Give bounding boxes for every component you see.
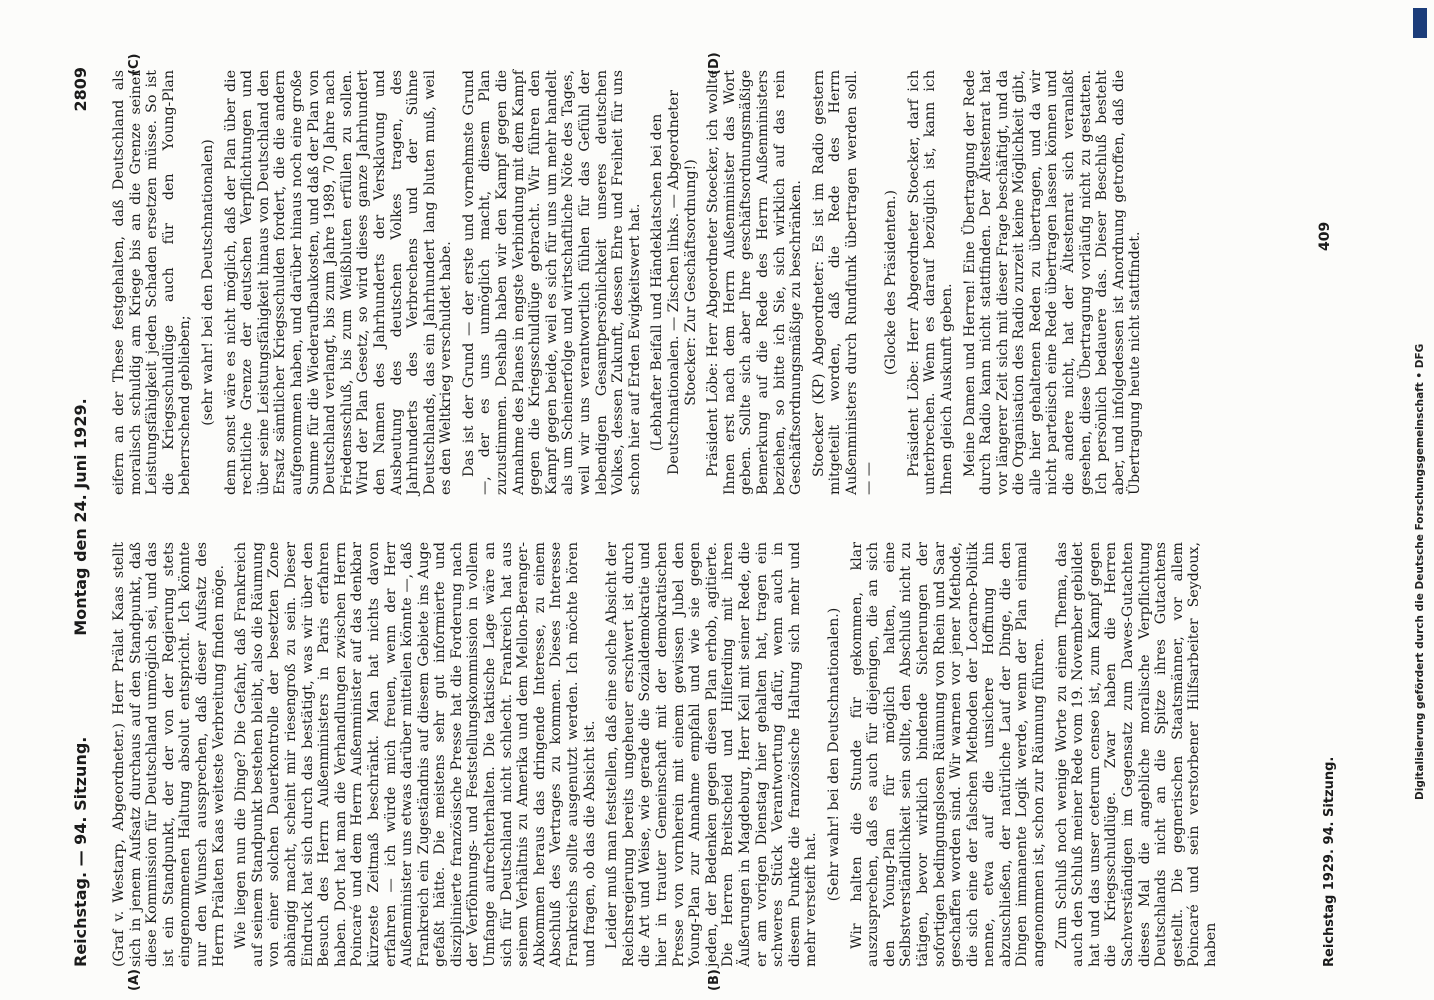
paragraph: (Graf v. Westarp, Abgeordneter.) Herr Prälat Kaas stellt sich in jenem Aufsatz durchaus auf den Standpunkt, daß diese Kommission für Deutschland unmöglich sei, und das ist ein Standpunkt, der der von der Regierung stets eingenommenen Haltung absolut entspricht. Ich könnte nur den Wunsch aussprechen, daß dieser Aufsatz des Herrn Prälaten Kaas weiteste Verbreitung finden möge. bbox=[111, 542, 227, 967]
section-marker-b: (B) bbox=[707, 969, 722, 991]
header-date: Montag den 24. Juni 1929. bbox=[71, 398, 90, 636]
footer-page-number: 409 bbox=[1317, 221, 1333, 251]
paragraph: Zum Schluß noch wenige Worte zu einem Thema, das auch den Schluß meiner Rede vom 19. November gebildet hat und das unser ceterum censeo ist, zum Kampf gegen die Kriegsschuldlüge. Zwar haben die Herren Sachverständigen im Gegensatz zum Dawes-Gutachten dieses Mal die angebliche moralische Verpflichtung Deutschlands nicht an die Spitze ihres Gutachtens gestellt. Die gegnerischen Staatsmänner, vor allem Poincaré und sein verstorbener Hilfsarbeiter Seydoux, haben bbox=[1053, 542, 1219, 967]
paragraph: Stoecker (KP) Abgeordneter: Es ist im Radio gestern mitgeteilt worden, daß die Rede des Herrn Außenministers durch Rundfunk übertragen werden soll. — — bbox=[810, 70, 877, 495]
section-marker-d: (D) bbox=[707, 52, 722, 75]
right-column bbox=[111, 70, 1311, 495]
header-session: Reichstag. — 94. Sitzung. bbox=[71, 736, 90, 967]
paragraph: Präsident Löbe: Herr Abgeordneter Stoecker, darf ich unterbrechen. Wenn es darauf bezüglich ist, kann ich Ihnen gleich Auskunft geben. bbox=[905, 70, 955, 495]
header-page-number: 2809 bbox=[71, 67, 90, 112]
interjection: (Glocke des Präsidenten.) bbox=[883, 189, 900, 376]
paragraph: denn sonst wäre es nicht möglich, daß der Plan über die rechtliche Grenze der deutschen Verpflichtungen und über seine Leistungsfähigkeit hinaus von Deutschland den Ersatz sämtlicher Kriegsschulden fordert, die die andern aufgenommen haben, und darüber hinaus noch eine große Summe für die Wiederaufbaukosten, und daß der Plan von Deutschland verlangt, bis zum Jahre 1989, 70 Jahre nach Friedensschluß, bis zum Weißbluten erfüllen zu sollen. Wird der Plan Gesetz, so wird dieses ganze Jahrhundert den Namen des Jahrhunderts der Versklavung und Ausbeutung des deutschen Volkes tragen, des Jahrhunderts des Verbrechens und der Sühne Deutschlands, das ein Jahrhundert lang bluten muß, weil es den Weltkrieg verschuldet habe. bbox=[222, 70, 455, 495]
sidebar-credit: Digitalisierung gefördert durch die Deutsche Forschungsgemeinschaft • DFG bbox=[1414, 343, 1426, 800]
paragraph: Präsident Löbe: Herr Abgeordneter Stoecker, ich wollte Ihnen erst nach dem Herrn Außenminister das Wort geben. Sollte sich aber Ihre geschäftsordnungsmäßige Bemerkung auf die Rede des Herrn Außenministers beziehen, so bitte ich Sie, sich wirklich auf das rein Geschäftsordnungsmäßige zu beschränken. bbox=[705, 70, 805, 495]
paragraph: eifern an der These festgehalten, daß Deutschland als moralisch schuldig am Kriege bis an die Grenze seiner Leistungsfähigkeit jeden Schaden ersetzen müsse. So ist die Kriegsschuldlüge auch für den Young-Plan beherrschend geblieben; bbox=[111, 70, 194, 495]
rotated-document-page bbox=[67, 51, 1367, 991]
interjection: (sehr wahr! bei den Deutschnationalen) bbox=[199, 139, 216, 426]
paragraph: Das ist der Grund — der erste und vornehmste Grund —, der es uns unmöglich macht, diesem Plan zuzustimmen. Deshalb haben wir den Kampf gegen die Annahme des Planes in engste Verbindung mit dem Kampf gegen die Kriegsschuldlüge gebracht. Wir führen den Kampf gegen beide, weil es sich für uns um mehr handelt als um Scheinerfolge und wirtschaftliche Nöte des Tages, weil wir uns verantwortlich fühlen für das Gefühl der lebendigen Gesamtpersönlichkeit unseres deutschen Volkes, dessen Zukunft, dessen Ehre und Freiheit für uns schon hier auf Erden Ewigkeitswert hat. bbox=[460, 70, 643, 495]
paragraph: Leider muß man feststellen, daß eine solche Absicht der Reichsregierung bereits ungeheuer erschwert ist durch die Art und Weise, wie gerade die Sozialdemokratie und hier in trauter Gemeinschaft mit der demokratischen Presse von vornherein mit einem gewissen Jubel den Young-Plan zur Annahme empfahl und wie sie gegen jeden, der Bedenken gegen diesen Plan erhob, agitierte. Die Herren Breitscheid und Hilferding mit ihren Äußerungen in Magdeburg, Herr Keil mit seiner Rede, die er am vorigen Dienstag hier gehalten hat, tragen ein schweres Stück Verantwortung dafür, wenn auch in diesem Punkte die französische Haltung sich mehr und mehr versteift hat. bbox=[604, 542, 820, 967]
digitization-sidebar bbox=[1405, 0, 1433, 1000]
section-marker-a: (A) bbox=[127, 969, 142, 991]
page-header bbox=[67, 67, 101, 967]
paragraph: Wie liegen nun die Dinge? Die Gefahr, daß Frankreich auf seinem Standpunkt bestehen bleibt, also die Räumung von einer solchen Dauerkontrolle der besetzten Zone abhängig macht, scheint mir riesengroß zu sein. Dieser Eindruck hat sich durch das bestätigt, was wir über den Besuch des Herrn Außenministers in Paris erfahren haben. Dort hat man die Verhandlungen zwischen Herrn Poincaré und dem Herrn Außenminister auf das denkbar kürzeste Zeitmaß beschränkt. Man hat nichts davon erfahren — ich würde mich freuen, wenn der Herr Außenminister uns etwas darüber mitteilen könnte —, daß Frankreich ein Zugeständnis auf diesem Gebiete ins Auge gefaßt hätte. Die meistens sehr gut informierte und disziplinierte französische Presse hat die Forderung nach der Verföhnungs- und Feststellungskommission in vollem Umfange aufrechterhalten. Die taktische Lage wäre an sich für Deutschland nicht schlecht. Frankreich hat aus seinem Verhältnis zu Amerika und dem Mellon-Beranger-Abkommen heraus das dringende Interesse, zu einem Abschluß des Vertrages zu kommen. Dieses Interesse Frankreichs sollte ausgenutzt werden. Ich möchte hören und fragen, ob das die Absicht ist. bbox=[233, 542, 598, 967]
paragraph: Wir halten die Stunde für gekommen, klar auszusprechen, daß es auch für diejenigen, die an sich den Young-Plan für möglich halten, eine Selbstverständlichkeit sein sollte, den Abschluß nicht zu tätigen, bevor wirklich bindende Sicherungen der sofortigen bedingungslosen Räumung von Rhein und Saar geschaffen worden sind. Wir warnen vor jener Methode, die sich eine der falschen Methoden der Locarno-Politik nenne, etwa auf die unsichere Hoffnung hin abzuschließen, der natürliche Lauf der Dinge, die den Dingen immanente Logik werde, wenn der Plan einmal angenommen ist, schon zur Räumung führen. bbox=[848, 542, 1048, 967]
dfg-logo-icon bbox=[1413, 8, 1427, 38]
left-column bbox=[111, 542, 1311, 967]
footer-session: Reichstag 1929. 94. Sitzung. bbox=[1322, 756, 1337, 967]
interjection: (Sehr wahr! bei den Deutschnationalen.) bbox=[825, 607, 842, 902]
interjection: (Lebhafter Beifall und Händeklatschen bei den Deutschnationalen. — Zischen links. — Abgeordneter Stoecker: Zur Geschäftsordnung!) bbox=[649, 90, 699, 475]
section-marker-c: (C) bbox=[127, 53, 142, 75]
paragraph: Meine Damen und Herren! Eine Übertragung der Rede durch Radio kann nicht stattfinden. Der Ältestenrat hat vor längerer Zeit sich mit dieser Frage beschäftigt, und da die Organisation des Radio zurzeit keine Möglichkeit gibt, alle hier gehaltenen Reden zu übertragen, und da wir nicht parteiisch eine Rede übertragen lassen können und die andere nicht, hat der Ältestenrat sich veranlaßt gesehen, diese Übertragung vorläufig nicht zu gestatten. Ich persönlich bedauere das. Dieser Beschluß besteht aber, und infolgedessen ist Anordnung getroffen, daß die Übertragung heute nicht stattfindet. bbox=[961, 70, 1144, 495]
